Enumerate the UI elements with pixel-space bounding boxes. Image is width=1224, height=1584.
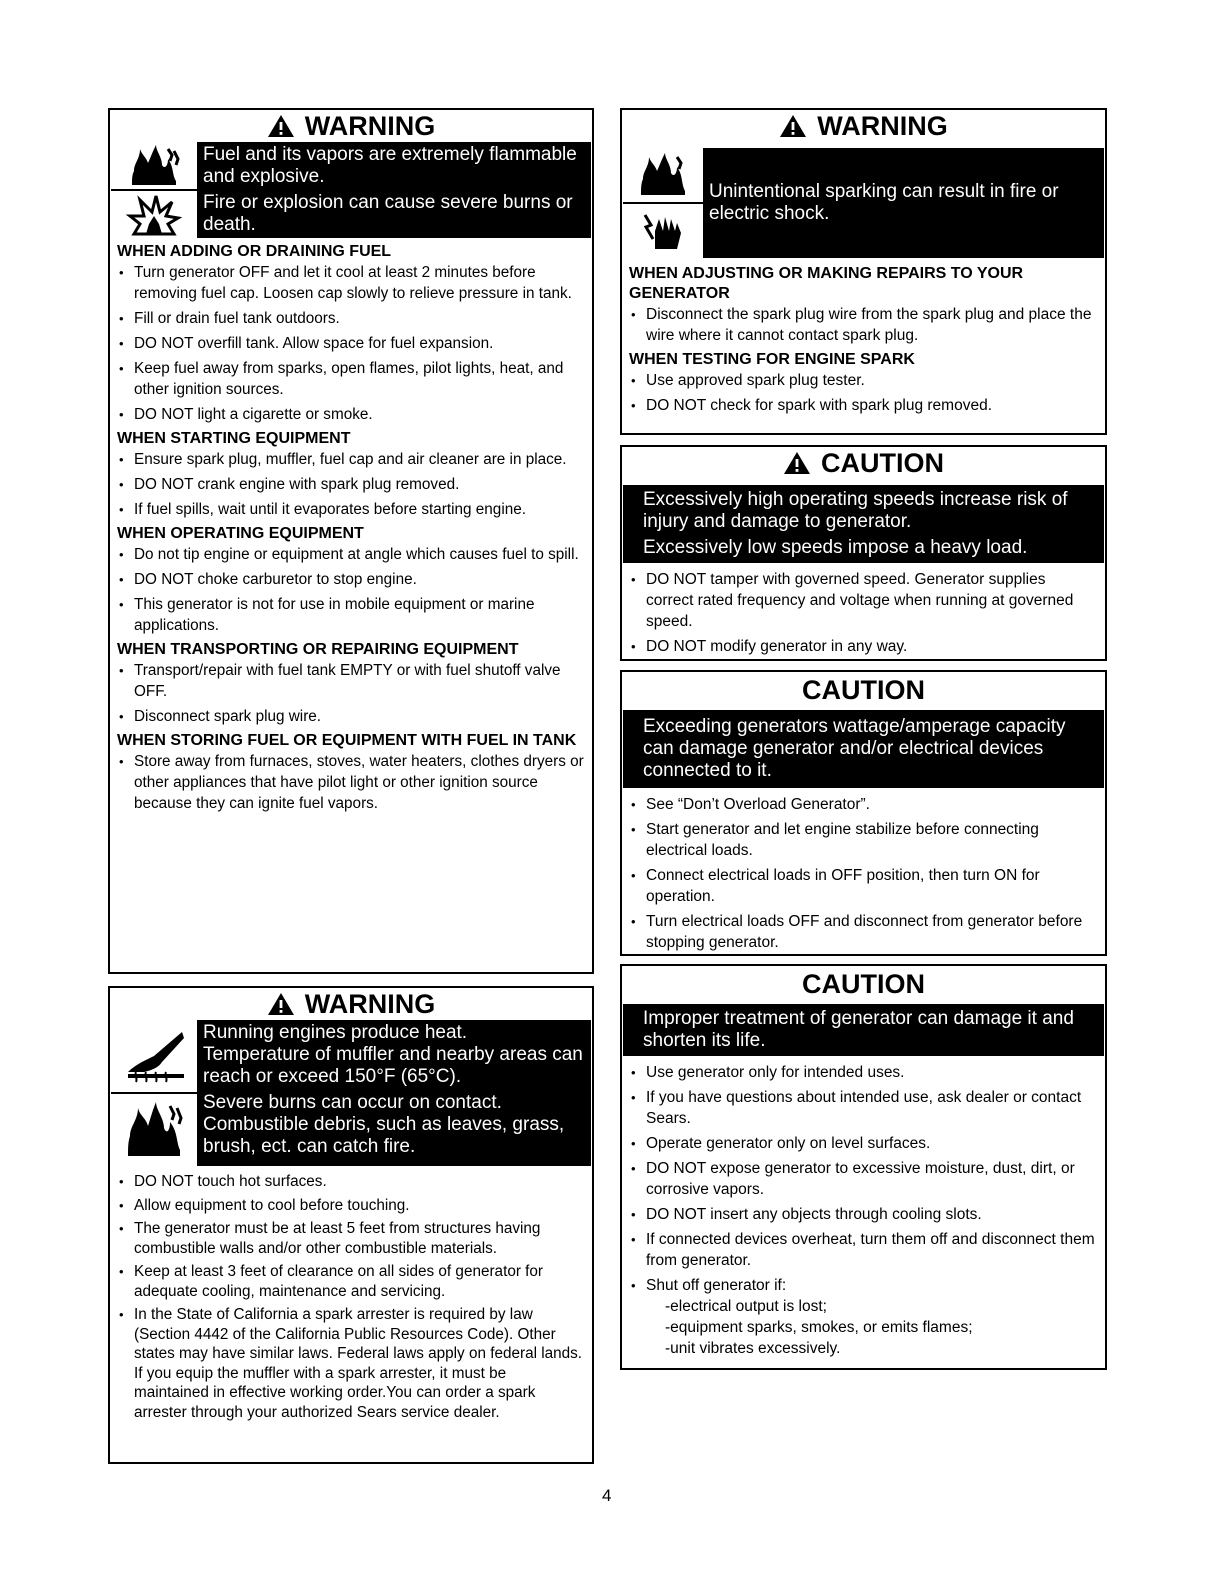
bullet-list <box>117 751 584 814</box>
page-number: 4 <box>602 1486 612 1505</box>
list-item: • Operate generator only on level surfaces. <box>629 1133 1097 1154</box>
bullet-list <box>117 660 584 727</box>
list-item: • DO NOT choke carburetor to stop engine. <box>117 569 584 590</box>
hazard-panel <box>111 142 591 238</box>
explosion-icon <box>111 191 197 238</box>
sub-item: -unit vibrates excessively. <box>665 1340 841 1357</box>
section-heading: WHEN ADDING OR DRAINING FUEL <box>117 243 392 260</box>
hazard-line: Excessively high operating speeds increase risk of injury and damage to generator. <box>643 489 1068 532</box>
bullet-list <box>629 304 1097 346</box>
list-item: • The generator must be at least 5 feet from structures having combustible walls and/or other combustible materials. <box>117 1219 584 1258</box>
bullet-list <box>629 1062 1097 1296</box>
warning-content <box>110 1166 592 1430</box>
caution-content <box>622 788 1105 961</box>
list-item: • If connected devices overheat, turn them off and disconnect them from generator. <box>629 1229 1097 1271</box>
hazard-panel <box>623 710 1104 788</box>
alert-triangle-icon <box>783 451 811 475</box>
bullet-list <box>117 1172 584 1422</box>
hazard-line: Temperature of muffler and nearby areas can reach or exceed 150°F (65°C). <box>203 1044 583 1087</box>
caution-speed-box <box>620 445 1107 661</box>
flame-icon <box>111 1094 197 1166</box>
warning-content <box>110 238 592 822</box>
list-item: • Fill or drain fuel tank outdoors. <box>117 308 584 329</box>
section-heading: WHEN ADJUSTING OR MAKING REPAIRS TO YOUR GENERATOR <box>629 265 1024 302</box>
hazard-line: Improper treatment of generator can damage it and shorten its life. <box>643 1008 1074 1051</box>
hazard-panel <box>623 485 1104 563</box>
list-item: • Shut off generator if: <box>629 1275 1097 1296</box>
list-item: • Keep fuel away from sparks, open flames, pilot lights, heat, and other ignition sources. <box>117 358 584 400</box>
hazard-text <box>703 148 1104 258</box>
section-heading: WHEN OPERATING EQUIPMENT <box>117 525 364 542</box>
list-item: • Turn electrical loads OFF and disconnect from generator before stopping generator. <box>629 911 1097 953</box>
list-item: • DO NOT touch hot surfaces. <box>117 1172 584 1192</box>
list-item: • DO NOT overfill tank. Allow space for fuel expansion. <box>117 333 584 354</box>
section-heading: WHEN STARTING EQUIPMENT <box>117 430 351 447</box>
bullet-list <box>629 569 1097 657</box>
warning-title: WARNING <box>622 110 1105 142</box>
bullet-list <box>117 262 584 425</box>
list-item: • If fuel spills, wait until it evaporates before starting engine. <box>117 499 584 520</box>
list-item: • Keep at least 3 feet of clearance on all sides of generator for adequate cooling, maintenance and servicing. <box>117 1262 584 1301</box>
hazard-line: Fuel and its vapors are extremely flammable and explosive. <box>203 144 577 187</box>
flame-icon <box>623 148 703 204</box>
hazard-line: Combustible debris, such as leaves, grass, brush, ect. can catch fire. <box>203 1114 565 1157</box>
list-item: • DO NOT check for spark with spark plug removed. <box>629 395 1097 416</box>
list-item: • Start generator and let engine stabilize before connecting electrical loads. <box>629 819 1097 861</box>
section-heading: WHEN STORING FUEL OR EQUIPMENT WITH FUEL IN TANK <box>117 732 577 749</box>
list-item: • DO NOT expose generator to excessive moisture, dust, dirt, or corrosive vapors. <box>629 1158 1097 1200</box>
sub-item: -equipment sparks, smokes, or emits flames; <box>665 1319 973 1336</box>
warning-fuel-box <box>108 108 594 974</box>
hazard-line: Running engines produce heat. <box>203 1022 468 1043</box>
list-item: • DO NOT light a cigarette or smoke. <box>117 404 584 425</box>
sub-item: -electrical output is lost; <box>665 1298 827 1315</box>
section-heading: WHEN TESTING FOR ENGINE SPARK <box>629 351 915 368</box>
bullet-list <box>629 794 1097 953</box>
hazard-icons <box>111 142 197 238</box>
hazard-line: Unintentional sparking can result in fire or electric shock. <box>709 181 1059 224</box>
list-item: • Do not tip engine or equipment at angle which causes fuel to spill. <box>117 544 584 565</box>
caution-content <box>622 1056 1105 1363</box>
caution-title: CAUTION <box>802 969 925 999</box>
hazard-line: Fire or explosion can cause severe burns or death. <box>203 192 573 235</box>
caution-title: CAUTION <box>802 675 925 705</box>
warning-spark-box <box>620 108 1107 435</box>
list-item: • Allow equipment to cool before touching. <box>117 1196 584 1216</box>
list-item: • This generator is not for use in mobile equipment or marine applications. <box>117 594 584 636</box>
list-item: • Use approved spark plug tester. <box>629 370 1097 391</box>
list-item: • Transport/repair with fuel tank EMPTY or with fuel shutoff valve OFF. <box>117 660 584 702</box>
list-item: • Connect electrical loads in OFF position, then turn ON for operation. <box>629 865 1097 907</box>
caution-title: CAUTION <box>622 447 1105 479</box>
warning-title: WARNING <box>110 110 592 142</box>
hazard-text <box>197 142 591 238</box>
list-item: • Turn generator OFF and let it cool at least 2 minutes before removing fuel cap. Loosen cap slowly to relieve pressure in tank. <box>117 262 584 304</box>
list-item: • Disconnect the spark plug wire from the spark plug and place the wire where it cannot contact spark plug. <box>629 304 1097 346</box>
bullet-list <box>629 370 1097 416</box>
caution-content <box>622 563 1105 665</box>
list-item: • DO NOT modify generator in any way. <box>629 636 1097 657</box>
list-item: • In the State of California a spark arrester is required by law (Section 4442 of the California Public Resources Code). Other states may have similar laws. Federal laws apply on federal lands. If you equip the muffler with a spark arrester, it must be maintained in effective working order.You can order a spark arrester through your authorized Sears service dealer. <box>117 1305 584 1422</box>
hazard-panel <box>111 1020 591 1166</box>
list-item: • DO NOT insert any objects through cooling slots. <box>629 1204 1097 1225</box>
caution-capacity-box <box>620 670 1107 956</box>
hazard-icons <box>623 148 703 258</box>
hazard-line: Exceeding generators wattage/amperage capacity can damage generator and/or electrical devices connected to it. <box>643 716 1066 781</box>
hazard-icons <box>111 1020 197 1166</box>
section-heading: WHEN TRANSPORTING OR REPAIRING EQUIPMENT <box>117 641 519 658</box>
alert-triangle-icon <box>267 992 295 1016</box>
hazard-text <box>197 1020 591 1166</box>
list-item: • If you have questions about intended use, ask dealer or contact Sears. <box>629 1087 1097 1129</box>
warning-title: WARNING <box>110 988 592 1020</box>
warning-heat-box <box>108 986 594 1464</box>
list-item: • Store away from furnaces, stoves, water heaters, clothes dryers or other appliances that have pilot light or other ignition source because they can ignite fuel vapors. <box>117 751 584 814</box>
list-item: • DO NOT tamper with governed speed. Generator supplies correct rated frequency and voltage when running at governed speed. <box>629 569 1097 632</box>
list-item: • Disconnect spark plug wire. <box>117 706 584 727</box>
list-item: • Ensure spark plug, muffler, fuel cap and air cleaner are in place. <box>117 449 584 470</box>
hazard-line: Excessively low speeds impose a heavy load. <box>643 537 1028 558</box>
flame-icon <box>111 142 197 191</box>
bullet-list <box>117 544 584 636</box>
hazard-panel <box>623 1004 1104 1056</box>
bullet-list <box>117 449 584 520</box>
alert-triangle-icon <box>267 114 295 138</box>
caution-treatment-box <box>620 964 1107 1370</box>
alert-triangle-icon <box>779 114 807 138</box>
list-item: • DO NOT crank engine with spark plug removed. <box>117 474 584 495</box>
warning-content <box>622 258 1105 424</box>
hazard-panel <box>623 148 1104 258</box>
list-item: • See “Don’t Overload Generator”. <box>629 794 1097 815</box>
hazard-line: Severe burns can occur on contact. <box>203 1092 502 1113</box>
electric-shock-icon <box>623 204 703 258</box>
list-item: • Use generator only for intended uses. <box>629 1062 1097 1083</box>
hot-surface-icon <box>111 1020 197 1094</box>
